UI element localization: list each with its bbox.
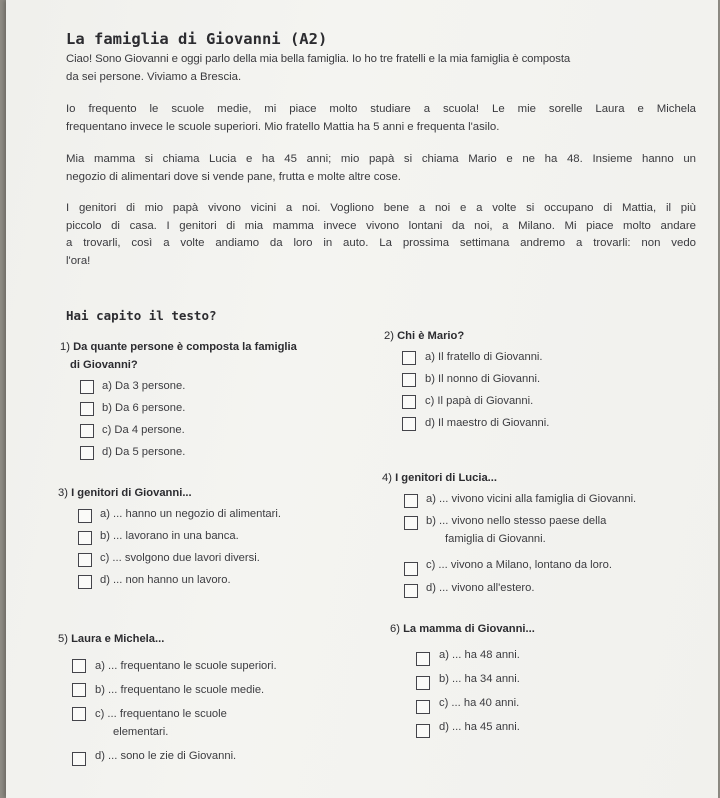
paragraph-line: negozio di alimentari dove si vende pane, frutta e molte altre cose. [66, 170, 401, 183]
q5-option-d-label: d) ... sono le zie di Giovanni. [95, 750, 237, 762]
question-number: 3) [58, 487, 68, 499]
q6-option-d-checkbox[interactable] [416, 724, 430, 738]
q5-option-a-label: a) ... frequentano le scuole superiori. [95, 660, 277, 672]
q6-option-c-checkbox[interactable] [416, 700, 430, 714]
question-5 [58, 630, 164, 648]
q3-option-a-checkbox[interactable] [78, 509, 92, 523]
q1-option-a-checkbox[interactable] [80, 380, 94, 394]
q4-option-b-label-cont: famiglia di Giovanni. [445, 533, 546, 545]
paragraph-line: da sei persone. Viviamo a Brescia. [66, 70, 242, 83]
question-text: Chi è Mario? [397, 330, 465, 342]
q4-option-a-label: a) ... vivono vicini alla famiglia di Giovanni. [426, 493, 637, 505]
q5-option-c-label-cont: elementari. [113, 726, 169, 738]
q4-option-b-checkbox[interactable] [404, 516, 418, 530]
paragraph-2 [66, 101, 696, 136]
q6-option-d-label: d) ... ha 45 anni. [439, 721, 520, 733]
section-heading: Hai capito il testo? [66, 308, 217, 323]
q2-option-b-checkbox[interactable] [402, 373, 416, 387]
q4-option-d-checkbox[interactable] [404, 584, 418, 598]
q1-option-d-label: d) Da 5 persone. [102, 446, 186, 458]
q4-option-b-label: b) ... vivono nello stesso paese della [426, 515, 607, 527]
q4-option-c-checkbox[interactable] [404, 562, 418, 576]
q3-option-d-label: d) ... non hanno un lavoro. [100, 574, 231, 586]
q5-option-c-label: c) ... frequentano le scuole [95, 708, 227, 720]
paragraph-line: l'ora! [66, 254, 91, 267]
q3-option-c-checkbox[interactable] [78, 553, 92, 567]
q5-option-c-checkbox[interactable] [72, 707, 86, 721]
q2-option-c-checkbox[interactable] [402, 395, 416, 409]
paragraph-line: I genitori di mio papà vivono vicini a noi. Vogliono bene a noi e a volte si occupano di Mattia, il più [66, 202, 696, 214]
question-text: I genitori di Giovanni... [71, 487, 192, 499]
paragraph-1 [66, 51, 696, 86]
q6-option-b-label: b) ... ha 34 anni. [439, 673, 520, 685]
q6-option-a-checkbox[interactable] [416, 652, 430, 666]
question-number: 4) [382, 472, 392, 484]
worksheet-page [6, 0, 718, 798]
question-text: di Giovanni? [70, 359, 138, 371]
paragraph-line: frequentano invece le scuole superiori. Mio fratello Mattia ha 5 anni e frequenta l'asilo. [66, 120, 500, 133]
question-number: 6) [390, 623, 400, 635]
q2-option-d-checkbox[interactable] [402, 417, 416, 431]
question-text: La mamma di Giovanni... [403, 623, 535, 635]
q6-option-a-label: a) ... ha 48 anni. [439, 649, 520, 661]
paragraph-line: piccolo di casa. I genitori di mia mamma invece vivono lontani da noi, a Milano. Mi piace molto andare [66, 219, 696, 232]
q2-option-c-label: c) Il papà di Giovanni. [425, 395, 534, 407]
question-text: I genitori di Lucia... [395, 472, 498, 484]
q1-option-c-checkbox[interactable] [80, 424, 94, 438]
q2-option-b-label: b) Il nonno di Giovanni. [425, 373, 541, 385]
paragraph-line: Io frequento le scuole medie, mi piace molto studiare a scuola! Le mie sorelle Laura e Michela [66, 103, 696, 115]
q3-option-d-checkbox[interactable] [78, 575, 92, 589]
q3-option-a-label: a) ... hanno un negozio di alimentari. [100, 508, 281, 520]
question-text: Laura e Michela... [71, 633, 165, 645]
q4-option-d-label: d) ... vivono all'estero. [426, 582, 535, 594]
q4-option-a-checkbox[interactable] [404, 494, 418, 508]
q5-option-d-checkbox[interactable] [72, 752, 86, 766]
question-number: 1) [60, 341, 70, 353]
question-text: Da quante persone è composta la famiglia [73, 341, 297, 353]
page-title: La famiglia di Giovanni (A2) [66, 30, 328, 48]
q1-option-c-label: c) Da 4 persone. [102, 424, 185, 436]
q3-option-c-label: c) ... svolgono due lavori diversi. [100, 552, 260, 564]
question-4 [382, 469, 497, 487]
question-number: 5) [58, 633, 68, 645]
paragraph-3 [66, 151, 696, 186]
q5-option-b-label: b) ... frequentano le scuole medie. [95, 684, 265, 696]
paragraph-line: a trovarli, così a volte andiamo da loro in auto. La prossima settimana andremo a trovarli: non vedo [66, 237, 696, 249]
q6-option-b-checkbox[interactable] [416, 676, 430, 690]
q6-option-c-label: c) ... ha 40 anni. [439, 697, 520, 709]
q2-option-d-label: d) Il maestro di Giovanni. [425, 417, 550, 429]
q5-option-b-checkbox[interactable] [72, 683, 86, 697]
paragraph-line: Ciao! Sono Giovanni e oggi parlo della mia bella famiglia. Io ho tre fratelli e la mia famiglia è composta [66, 53, 571, 65]
q3-option-b-label: b) ... lavorano in una banca. [100, 530, 239, 542]
paragraph-line: Mia mamma si chiama Lucia e ha 45 anni; mio papà si chiama Mario e ne ha 48. Insieme hanno un [66, 153, 696, 165]
paragraph-4 [66, 200, 696, 270]
q4-option-c-label: c) ... vivono a Milano, lontano da loro. [426, 559, 612, 571]
question-6 [390, 620, 535, 638]
q1-option-a-label: a) Da 3 persone. [102, 380, 186, 392]
q1-option-d-checkbox[interactable] [80, 446, 94, 460]
q2-option-a-label: a) Il fratello di Giovanni. [425, 351, 543, 363]
q3-option-b-checkbox[interactable] [78, 531, 92, 545]
question-3 [58, 484, 192, 502]
question-1 [60, 338, 297, 374]
question-2 [384, 327, 464, 345]
q2-option-a-checkbox[interactable] [402, 351, 416, 365]
q5-option-a-checkbox[interactable] [72, 659, 86, 673]
question-number: 2) [384, 330, 394, 342]
q1-option-b-label: b) Da 6 persone. [102, 402, 186, 414]
q1-option-b-checkbox[interactable] [80, 402, 94, 416]
